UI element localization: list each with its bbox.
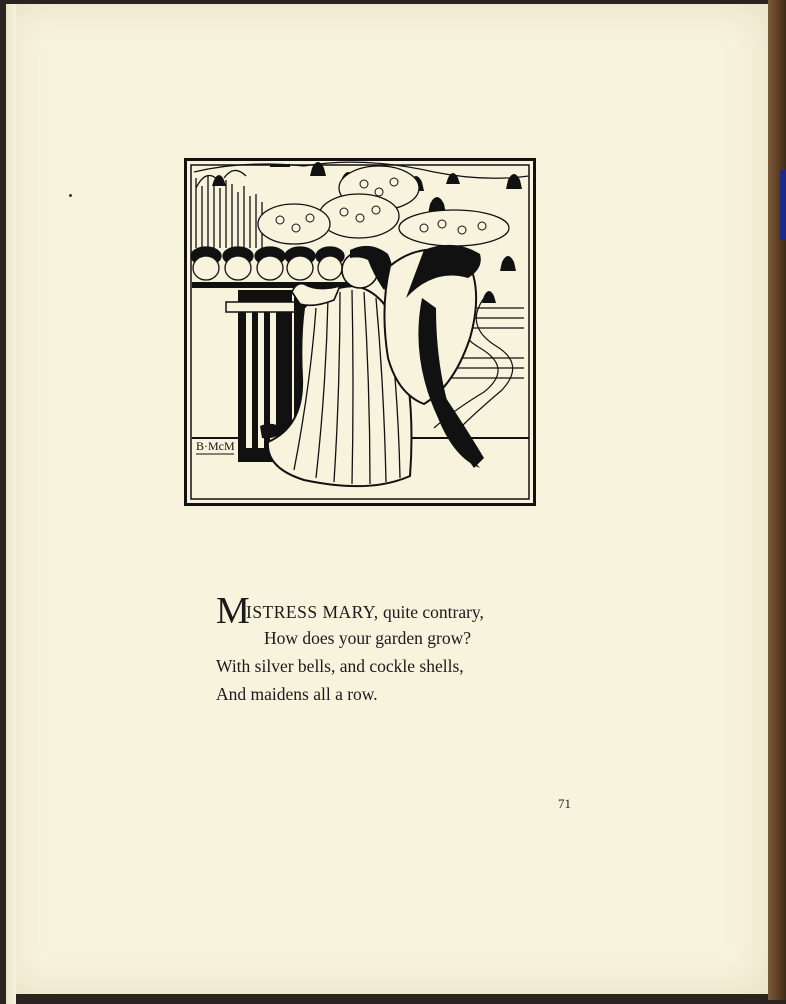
mistress-mary-illustration <box>184 158 536 506</box>
page-number: 71 <box>558 796 571 811</box>
verse-line-3: With silver bells, and cockle shells, <box>216 656 464 676</box>
verse-line-1-rest: quite contrary, <box>378 602 484 622</box>
verse-line-4: And maidens all a row. <box>216 684 378 704</box>
book-spine <box>768 0 786 1000</box>
verse-line-1 <box>216 590 576 632</box>
paper-speck <box>69 194 72 197</box>
page-leaf <box>6 4 768 994</box>
verse-line-1-caps: ISTRESS MARY, <box>246 602 379 622</box>
spine-bookmark <box>780 170 786 240</box>
verse-line-2: How does your garden grow? <box>264 628 472 648</box>
verse-line-1-text <box>246 598 484 626</box>
gutter-shade <box>6 4 16 1004</box>
artist-signature: B·McM <box>196 439 235 453</box>
drop-cap: M <box>216 590 250 632</box>
nursery-rhyme-verse <box>216 590 576 708</box>
